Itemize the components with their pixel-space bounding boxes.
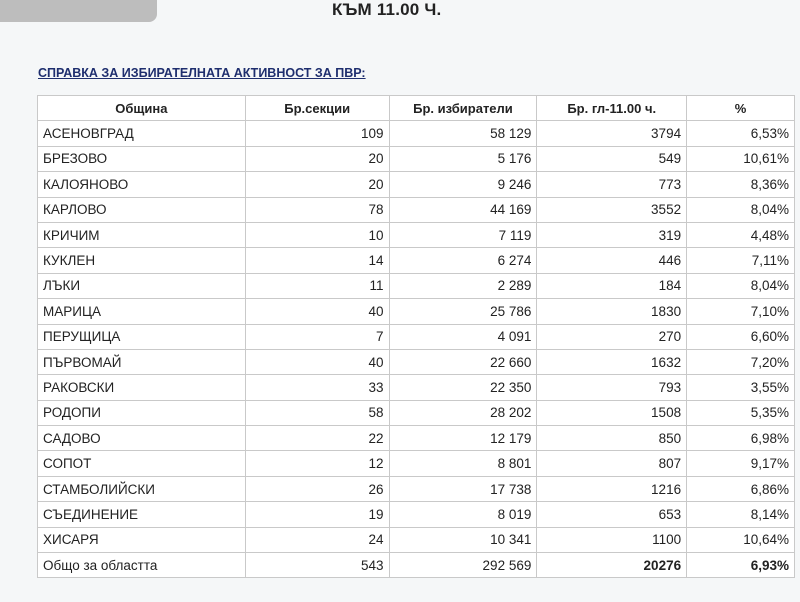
cell-votes-11: 1508 xyxy=(537,400,687,425)
cell-sections: 40 xyxy=(245,349,389,374)
column-header-sections: Бр.секции xyxy=(245,96,389,121)
cell-percent: 10,61% xyxy=(687,146,795,171)
table-row xyxy=(38,400,795,425)
cell-sections: 24 xyxy=(245,527,389,552)
cell-percent: 8,36% xyxy=(687,172,795,197)
cell-municipality: СОПОТ xyxy=(38,451,246,476)
cell-voters: 28 202 xyxy=(389,400,537,425)
table-body xyxy=(38,121,795,578)
cell-voters: 17 738 xyxy=(389,476,537,501)
cell-sections: 10 xyxy=(245,222,389,247)
cell-votes-11: 1100 xyxy=(537,527,687,552)
table-row xyxy=(38,222,795,247)
cell-municipality: КУКЛЕН xyxy=(38,248,246,273)
total-cell-votes-11: 20276 xyxy=(537,553,687,578)
table-row xyxy=(38,197,795,222)
total-cell-municipality: Общо за областта xyxy=(38,553,246,578)
cell-municipality: МАРИЦА xyxy=(38,299,246,324)
top-left-tab xyxy=(0,0,157,22)
cell-municipality: СЪЕДИНЕНИЕ xyxy=(38,502,246,527)
table-row xyxy=(38,476,795,501)
table-row xyxy=(38,248,795,273)
cell-sections: 20 xyxy=(245,146,389,171)
cell-voters: 4 091 xyxy=(389,324,537,349)
cell-votes-11: 793 xyxy=(537,375,687,400)
cell-percent: 5,35% xyxy=(687,400,795,425)
cell-voters: 10 341 xyxy=(389,527,537,552)
cell-municipality: КРИЧИМ xyxy=(38,222,246,247)
column-header-voters: Бр. избиратели xyxy=(389,96,537,121)
table-row xyxy=(38,527,795,552)
cell-percent: 8,14% xyxy=(687,502,795,527)
cell-municipality: КАРЛОВО xyxy=(38,197,246,222)
table-row xyxy=(38,172,795,197)
total-cell-percent: 6,93% xyxy=(687,553,795,578)
cell-sections: 14 xyxy=(245,248,389,273)
cell-votes-11: 1216 xyxy=(537,476,687,501)
table-header xyxy=(38,96,795,121)
cell-municipality: РАКОВСКИ xyxy=(38,375,246,400)
cell-sections: 78 xyxy=(245,197,389,222)
cell-percent: 10,64% xyxy=(687,527,795,552)
table-row xyxy=(38,349,795,374)
cell-voters: 12 179 xyxy=(389,426,537,451)
cell-municipality: ЛЪКИ xyxy=(38,273,246,298)
cell-sections: 11 xyxy=(245,273,389,298)
total-cell-voters: 292 569 xyxy=(389,553,537,578)
cell-voters: 44 169 xyxy=(389,197,537,222)
cell-percent: 4,48% xyxy=(687,222,795,247)
cell-percent: 6,53% xyxy=(687,121,795,146)
cell-sections: 7 xyxy=(245,324,389,349)
cell-sections: 109 xyxy=(245,121,389,146)
cell-percent: 7,11% xyxy=(687,248,795,273)
cell-municipality: ХИСАРЯ xyxy=(38,527,246,552)
cell-votes-11: 319 xyxy=(537,222,687,247)
cell-municipality: БРЕЗОВО xyxy=(38,146,246,171)
table-row xyxy=(38,121,795,146)
column-header-votes-11: Бр. гл-11.00 ч. xyxy=(537,96,687,121)
table-total-row xyxy=(38,553,795,578)
cell-votes-11: 270 xyxy=(537,324,687,349)
cell-sections: 12 xyxy=(245,451,389,476)
cell-percent: 6,86% xyxy=(687,476,795,501)
cell-voters: 6 274 xyxy=(389,248,537,273)
cell-sections: 58 xyxy=(245,400,389,425)
cell-votes-11: 807 xyxy=(537,451,687,476)
cell-percent: 6,98% xyxy=(687,426,795,451)
column-header-municipality: Община xyxy=(38,96,246,121)
cell-percent: 6,60% xyxy=(687,324,795,349)
cell-municipality: ПЕРУЩИЦА xyxy=(38,324,246,349)
cell-sections: 40 xyxy=(245,299,389,324)
cell-municipality: СТАМБОЛИЙСКИ xyxy=(38,476,246,501)
cell-percent: 3,55% xyxy=(687,375,795,400)
top-bar xyxy=(0,0,800,24)
table-row xyxy=(38,451,795,476)
cell-sections: 19 xyxy=(245,502,389,527)
cell-voters: 22 660 xyxy=(389,349,537,374)
cell-voters: 7 119 xyxy=(389,222,537,247)
total-cell-sections: 543 xyxy=(245,553,389,578)
cell-municipality: АСЕНОВГРАД xyxy=(38,121,246,146)
page-title: КЪМ 11.00 Ч. xyxy=(332,0,442,19)
cell-voters: 2 289 xyxy=(389,273,537,298)
cell-voters: 8 019 xyxy=(389,502,537,527)
cell-votes-11: 1632 xyxy=(537,349,687,374)
cell-percent: 8,04% xyxy=(687,273,795,298)
cell-votes-11: 446 xyxy=(537,248,687,273)
cell-votes-11: 184 xyxy=(537,273,687,298)
table-row xyxy=(38,324,795,349)
cell-voters: 58 129 xyxy=(389,121,537,146)
cell-percent: 8,04% xyxy=(687,197,795,222)
cell-percent: 7,20% xyxy=(687,349,795,374)
cell-municipality: КАЛОЯНОВО xyxy=(38,172,246,197)
table-row xyxy=(38,273,795,298)
table-row xyxy=(38,502,795,527)
cell-sections: 22 xyxy=(245,426,389,451)
header-row xyxy=(38,96,795,121)
cell-votes-11: 773 xyxy=(537,172,687,197)
cell-voters: 22 350 xyxy=(389,375,537,400)
column-header-percent: % xyxy=(687,96,795,121)
table-row xyxy=(38,375,795,400)
cell-votes-11: 3794 xyxy=(537,121,687,146)
cell-voters: 8 801 xyxy=(389,451,537,476)
cell-municipality: ПЪРВОМАЙ xyxy=(38,349,246,374)
report-title: СПРАВКА ЗА ИЗБИРАТЕЛНАТА АКТИВНОСТ ЗА ПВР: xyxy=(38,66,366,80)
cell-voters: 9 246 xyxy=(389,172,537,197)
cell-votes-11: 1830 xyxy=(537,299,687,324)
cell-votes-11: 653 xyxy=(537,502,687,527)
cell-voters: 25 786 xyxy=(389,299,537,324)
table-row xyxy=(38,426,795,451)
cell-municipality: РОДОПИ xyxy=(38,400,246,425)
cell-sections: 20 xyxy=(245,172,389,197)
cell-percent: 9,17% xyxy=(687,451,795,476)
cell-municipality: САДОВО xyxy=(38,426,246,451)
cell-sections: 26 xyxy=(245,476,389,501)
cell-votes-11: 549 xyxy=(537,146,687,171)
cell-percent: 7,10% xyxy=(687,299,795,324)
cell-votes-11: 850 xyxy=(537,426,687,451)
table-row xyxy=(38,299,795,324)
table-row xyxy=(38,146,795,171)
cell-votes-11: 3552 xyxy=(537,197,687,222)
cell-voters: 5 176 xyxy=(389,146,537,171)
cell-sections: 33 xyxy=(245,375,389,400)
turnout-table xyxy=(37,95,795,578)
